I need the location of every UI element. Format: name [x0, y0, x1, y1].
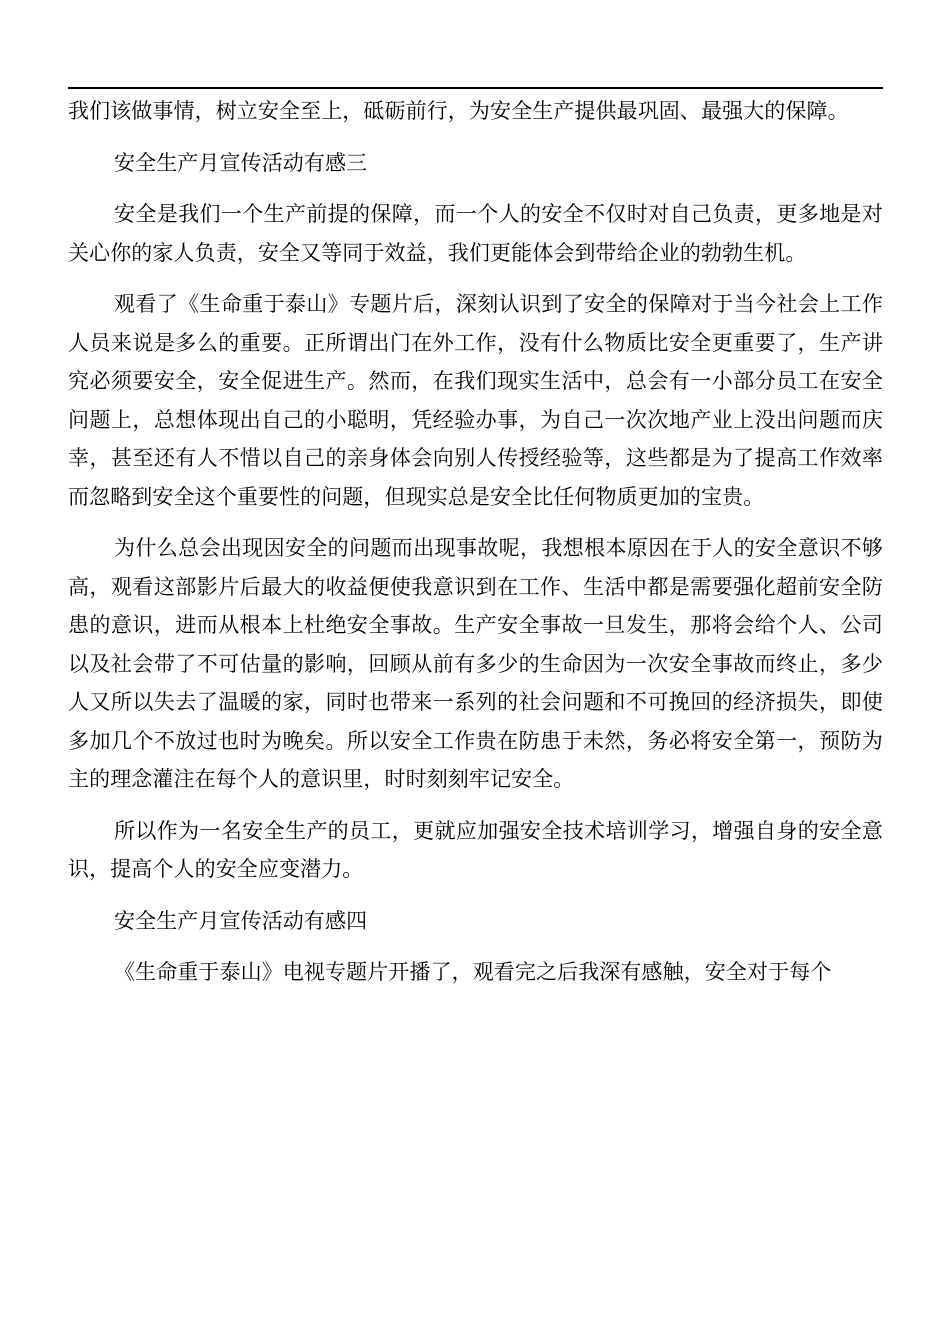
section-heading-three: 安全生产月宣传活动有感三	[114, 150, 368, 175]
section-heading-four: 安全生产月宣传活动有感四	[114, 908, 368, 933]
header-rule	[68, 87, 883, 89]
document-body	[68, 92, 883, 992]
paragraph: 所以作为一名安全生产的员工，更就应加强安全技术培训学习，增强自身的安全意识，提高个人的安全应变潜力。	[68, 818, 883, 881]
paragraph-continuation: 我们该做事情，树立安全至上，砥砺前行，为安全生产提供最巩固、最强大的保障。	[68, 99, 849, 123]
paragraph-truncated: 《生命重于泰山》电视专题片开播了，观看完之后我深有感触，安全对于每个	[114, 960, 832, 984]
paragraph: 安全是我们一个生产前提的保障，而一个人的安全不仅时对自己负责，更多地是对关心你的家人负责，安全又等同于效益，我们更能体会到带给企业的勃勃生机。	[68, 202, 883, 265]
paragraph: 观看了《生命重于泰山》专题片后，深刻认识到了安全的保障对于当今社会上工作人员来说是多么的重要。正所谓出门在外工作，没有什么物质比安全更重要了，生产讲究必须要安全，安全促进生产。然而，在我们现实生活中，总会有一小部分员工在安全问题上，总想体现出自己的小聪明，凭经验办事，为自己一次次地产业上没出问题而庆幸，甚至还有人不惜以自己的亲身体会向别人传授经验等，这些都是为了提高工作效率而忽略到安全这个重要性的问题，但现实总是安全比任何物质更加的宝贵。	[68, 292, 883, 509]
paragraph: 为什么总会出现因安全的问题而出现事故呢，我想根本原因在于人的安全意识不够高，观看这部影片后最大的收益便使我意识到在工作、生活中都是需要强化超前安全防患的意识，进而从根本上杜绝安全事故。生产安全事故一旦发生，那将会给个人、公司以及社会带了不可估量的影响，回顾从前有多少的生命因为一次安全事故而终止，多少人又所以失去了温暖的家，同时也带来一系列的社会问题和不可挽回的经济损失，即使多加几个不放过也时为晚矣。所以安全工作贵在防患于未然，务必将安全第一，预防为主的理念灌注在每个人的意识里，时时刻刻牢记安全。	[68, 536, 883, 791]
